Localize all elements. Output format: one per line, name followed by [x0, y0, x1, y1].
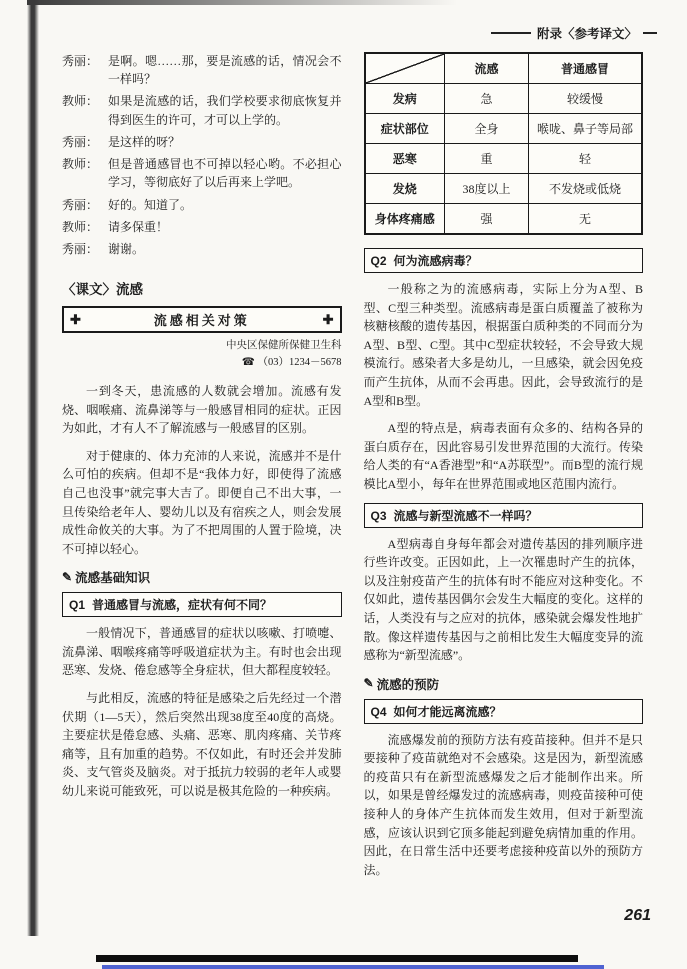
question-label: Q3 — [370, 508, 387, 523]
contact-block — [62, 338, 342, 372]
row-label: 发烧 — [365, 174, 445, 204]
question-text: 何为流感病毒？ — [393, 254, 478, 268]
speaker-label: 教师： — [62, 219, 99, 234]
dialogue-text: 但是普通感冒也不可掉以轻心哟。不必担心学习，等彻底好了以后再来上学吧。 — [108, 157, 342, 190]
scan-edge-left — [27, 0, 39, 936]
table-row — [365, 144, 643, 174]
pencil-icon: ✎ — [363, 676, 374, 691]
body-paragraph: 对于健康的、体力充沛的人来说，流感并不是什么可怕的疾病。但却不是“我体力好，即使得了流感自己也没事”就完事大吉了。即便自己不出大事，一旦传染给老年人、婴幼儿以及有宿疾之人，则会发展成性命攸关的大事。为了不把周围的人置于险境，决不可掉以轻心。 — [62, 448, 342, 556]
speaker-label: 秀丽： — [62, 197, 99, 212]
dialogue-line — [62, 155, 342, 191]
table-header-row — [365, 53, 643, 84]
cell-flu: 急 — [445, 84, 529, 114]
question-box-q3 — [364, 503, 644, 528]
phone-number: （03）1234－5678 — [257, 357, 342, 369]
question-text: 如何才能远离流感？ — [393, 704, 502, 719]
dialogue-line — [62, 218, 342, 236]
dialogue-text: 谢谢。 — [108, 242, 145, 257]
cell-cold: 较缓慢 — [529, 84, 643, 114]
lesson-title: 〈课文〉流感 — [62, 282, 143, 298]
cross-icon: ✚ — [70, 312, 81, 328]
speaker-label: 秀丽： — [62, 242, 99, 257]
cell-flu: 重 — [445, 144, 529, 174]
table-corner-cell — [365, 53, 445, 84]
two-column-body — [62, 52, 643, 888]
speaker-label: 秀丽： — [62, 54, 99, 68]
banner-label: 流感相关对策 — [153, 313, 250, 329]
table-row — [365, 204, 643, 235]
cell-cold: 轻 — [529, 144, 643, 174]
dialogue-line — [62, 240, 342, 258]
subsection-flu-basics — [62, 568, 342, 586]
scan-edge-top — [27, 0, 457, 5]
comparison-table — [364, 52, 644, 235]
cell-cold: 无 — [529, 204, 643, 235]
cell-flu: 全身 — [445, 114, 529, 144]
flu-countermeasures-banner — [62, 306, 342, 333]
table-row — [365, 114, 643, 144]
dialogue-line — [62, 196, 342, 214]
dialogue-line — [62, 92, 342, 128]
table-row — [365, 174, 643, 204]
dialogue-line — [62, 52, 342, 88]
table-row — [365, 84, 643, 114]
question-label: Q4 — [370, 704, 387, 719]
dialogue-text: 好的。知道了。 — [108, 197, 193, 212]
row-label: 身体疼痛感 — [365, 204, 445, 235]
cell-cold: 喉咙、鼻子等局部 — [529, 114, 643, 144]
question-box-q1 — [62, 592, 342, 617]
contact-phone-line — [62, 355, 342, 372]
left-column — [62, 52, 342, 888]
subsection-title: 流感基础知识 — [75, 571, 151, 586]
contact-org: 中央区保健所保健卫生科 — [226, 340, 342, 352]
body-paragraph: A型病毒自身每年都会对遗传基因的排列顺序进行些许改变。正因如此，上一次罹患时产生的抗体，以及注射疫苗产生的抗体有时不能应对这种变化。不仅如此，遗传基因偶尔会发生大幅度的变化。这样的话，人类没有与之应对的抗体，感染就会爆发性地扩散。像这样遗传基因与之前相比发生大幅度变异的流感称为“新型流感”。 — [363, 536, 643, 663]
row-label: 症状部位 — [365, 114, 445, 144]
body-paragraph: 与此相反，流感的特征是感染之后先经过一个潜伏期（1—5天），然后突然出现38度至40度的高烧。主要症状是倦怠感、头痛、恶寒、肌肉疼痛、关节疼痛等，且有加重的趋势。不仅如此，有时还会并发肺炎、支气管炎及脑炎。对于抵抗力较弱的老年人或婴幼儿来说可能致死，可以说是极其危险的一种疾病。 — [62, 691, 342, 799]
body-paragraph: 一般称之为的流感病毒，实际上分为A型、B型、C型三种类型。流感病毒是蛋白质覆盖了被称为核糖核酸的遗传基因，根据蛋白质种类的不同而分为A型、B型、C型。其中C型症状较轻，不会导致大规模流行。感染者大多是幼儿，一旦感染，就会因免疫而产生抗体，从而不会再患。因此，会导致流行的是A型和B型。 — [363, 282, 643, 408]
cell-flu: 强 — [445, 204, 529, 235]
dialogue-text: 是这样的呀？ — [108, 134, 181, 149]
question-box-q4 — [364, 699, 644, 724]
phone-icon: ☎ — [241, 357, 255, 369]
table-header-cold: 普通感冒 — [529, 53, 643, 84]
speaker-label: 教师： — [62, 94, 99, 109]
body-paragraph: A型的特点是，病毒表面有众多的、结构各异的蛋白质存在，因此容易引发世界范围的大流行。传染给人类的有“A香港型”和“A苏联型”。而B型的流行规模比A型小，每年在世界范围或地区范围内流行。 — [363, 421, 643, 491]
body-paragraph: 一般情况下，普通感冒的症状以咳嗽、打喷嚏、流鼻涕、咽喉疼痛等呼吸道症状为主。有时也会出现恶寒、发烧、倦怠感等全身症状，但大都程度较轻。 — [62, 626, 342, 678]
body-paragraph: 一到冬天，患流感的人数就会增加。流感有发烧、咽喉痛、流鼻涕等与一般感冒相同的症状。正因为如此，才有人不了解流感与一般感冒的区别。 — [62, 383, 342, 436]
scan-blue-strip — [102, 965, 604, 969]
page-number: 261 — [624, 907, 651, 924]
pencil-icon: ✎ — [62, 569, 73, 584]
question-text: 普通感冒与流感，症状有何不同？ — [92, 598, 273, 613]
right-column — [364, 52, 644, 888]
running-head — [491, 24, 657, 42]
table-header-flu: 流感 — [445, 53, 529, 84]
header-rule-right — [643, 32, 657, 34]
question-label: Q2 — [370, 254, 387, 268]
speaker-label: 秀丽： — [62, 134, 99, 149]
cross-icon: ✚ — [322, 312, 334, 328]
row-label: 发病 — [365, 84, 445, 114]
row-label: 恶寒 — [365, 144, 445, 174]
subsection-title: 流感的预防 — [376, 677, 440, 692]
body-paragraph: 流感爆发前的预防方法有疫苗接种。但并不是只要接种了疫苗就绝对不会感染。这是因为，新型流感的疫苗只有在新型流感爆发之后才能制作出来。所以，如果是曾经爆发过的流感病毒，则疫苗接种可使接种人的身体产生抗体而发生效用，但对于新型流感，应该认识到它顶多能起到避免病情加重的作用。因此，在日常生活中还要考虑接种疫苗以外的预防方法。 — [363, 732, 643, 877]
dialogue-line — [62, 133, 342, 151]
dialogue-text: 是啊。嗯……那，要是流感的话，情况会不一样吗？ — [108, 54, 342, 87]
header-rule-left — [491, 32, 531, 34]
scan-bottom-bar — [96, 955, 578, 962]
cell-flu: 38度以上 — [445, 174, 529, 204]
header-title: 附录〈参考译文〉 — [536, 27, 637, 41]
subsection-flu-prevention — [364, 675, 644, 693]
dialogue-text: 请多保重！ — [108, 219, 169, 234]
dialogue-text: 如果是流感的话，我们学校要求彻底恢复并得到医生的许可，才可以上学的。 — [108, 94, 342, 127]
question-label: Q1 — [69, 598, 86, 613]
cell-cold: 不发烧或低烧 — [529, 174, 643, 204]
speaker-label: 教师： — [62, 157, 99, 172]
question-box-q2 — [364, 248, 644, 273]
question-text: 流感与新型流感不一样吗？ — [393, 508, 538, 523]
